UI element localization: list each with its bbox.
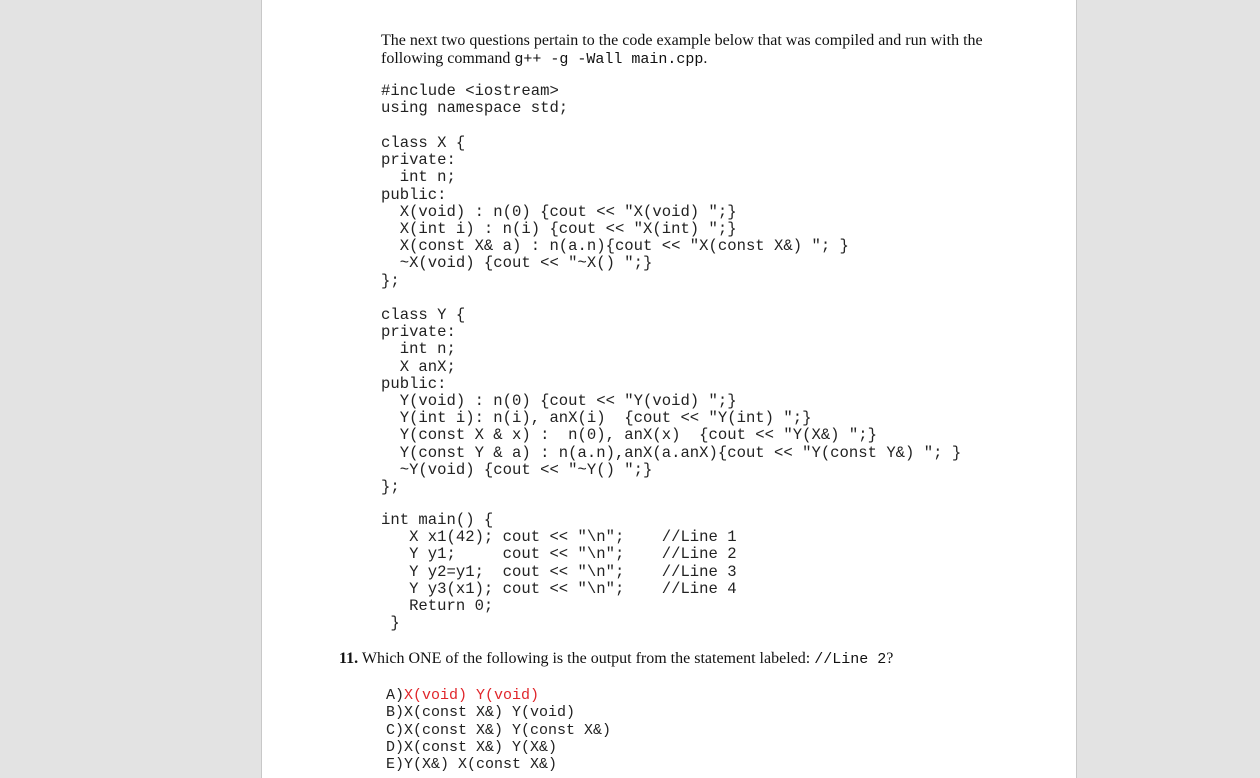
choice-d-text: X(const X&) Y(X&) xyxy=(404,738,558,756)
choice-a-letter: A) xyxy=(386,687,405,704)
choice-c-text: X(const X&) Y(const X&) xyxy=(404,721,612,739)
code-includes: #include <iostream> using namespace std; xyxy=(381,82,569,118)
compile-command: g++ -g -Wall main.cpp xyxy=(514,51,704,68)
choice-c-letter: C) xyxy=(386,721,405,739)
question-number: 11. xyxy=(339,650,359,667)
choice-e-letter: E) xyxy=(386,756,405,774)
document-page xyxy=(261,0,1077,778)
intro-end: . xyxy=(703,50,708,67)
choice-b-letter: B) xyxy=(386,704,405,722)
choice-a-text: X(void) Y(void) xyxy=(404,687,540,704)
code-main: int main() { X x1(42); cout << "\n"; //Line 1 Y y1; cout << "\n"; //Line 2 Y y2=y1; cout << "\n"; //Line 3 Y y3(x1); cout << "\n"; //Line 4 Return 0; } xyxy=(381,511,737,633)
choice-d-letter: D) xyxy=(386,738,405,756)
choice-b-text: X(const X&) Y(void) xyxy=(404,704,576,722)
answer-choices xyxy=(386,687,611,773)
question-line-label: //Line 2 xyxy=(814,651,887,668)
code-class-y: class Y { private: int n; X anX; public: Y(void) : n(0) {cout << "Y(void) ";} Y(int i): n(i), anX(i) {cout << "Y(int) ";} Y(const X & x) : n(0), anX(x) {cout << "Y(X&) ";} Y(const Y & a) : n(a.n),anX(a.anX){cout << "Y(const Y&) "; } ~Y(void) {cout << "~Y() ";} }; xyxy=(381,306,962,497)
question-end: ? xyxy=(886,650,894,667)
question-11 xyxy=(339,650,1039,669)
choice-d[interactable] xyxy=(386,739,611,756)
choice-b[interactable] xyxy=(386,704,611,721)
choice-e-text: Y(X&) X(const X&) xyxy=(404,756,558,774)
choice-a[interactable] xyxy=(386,687,611,704)
question-text: Which ONE of the following is the output from the statement labeled: xyxy=(361,650,815,667)
intro-paragraph xyxy=(381,32,1021,69)
choice-c[interactable] xyxy=(386,722,611,739)
intro-text: The next two questions pertain to the code example below that was compiled and run with the following command xyxy=(381,32,983,67)
choice-e[interactable] xyxy=(386,756,611,773)
code-class-x: class X { private: int n; public: X(void) : n(0) {cout << "X(void) ";} X(int i) : n(i) {cout << "X(int) ";} X(const X& a) : n(a.n){cout << "X(const X&) "; } ~X(void) {cout << "~X() ";} }; xyxy=(381,134,849,290)
